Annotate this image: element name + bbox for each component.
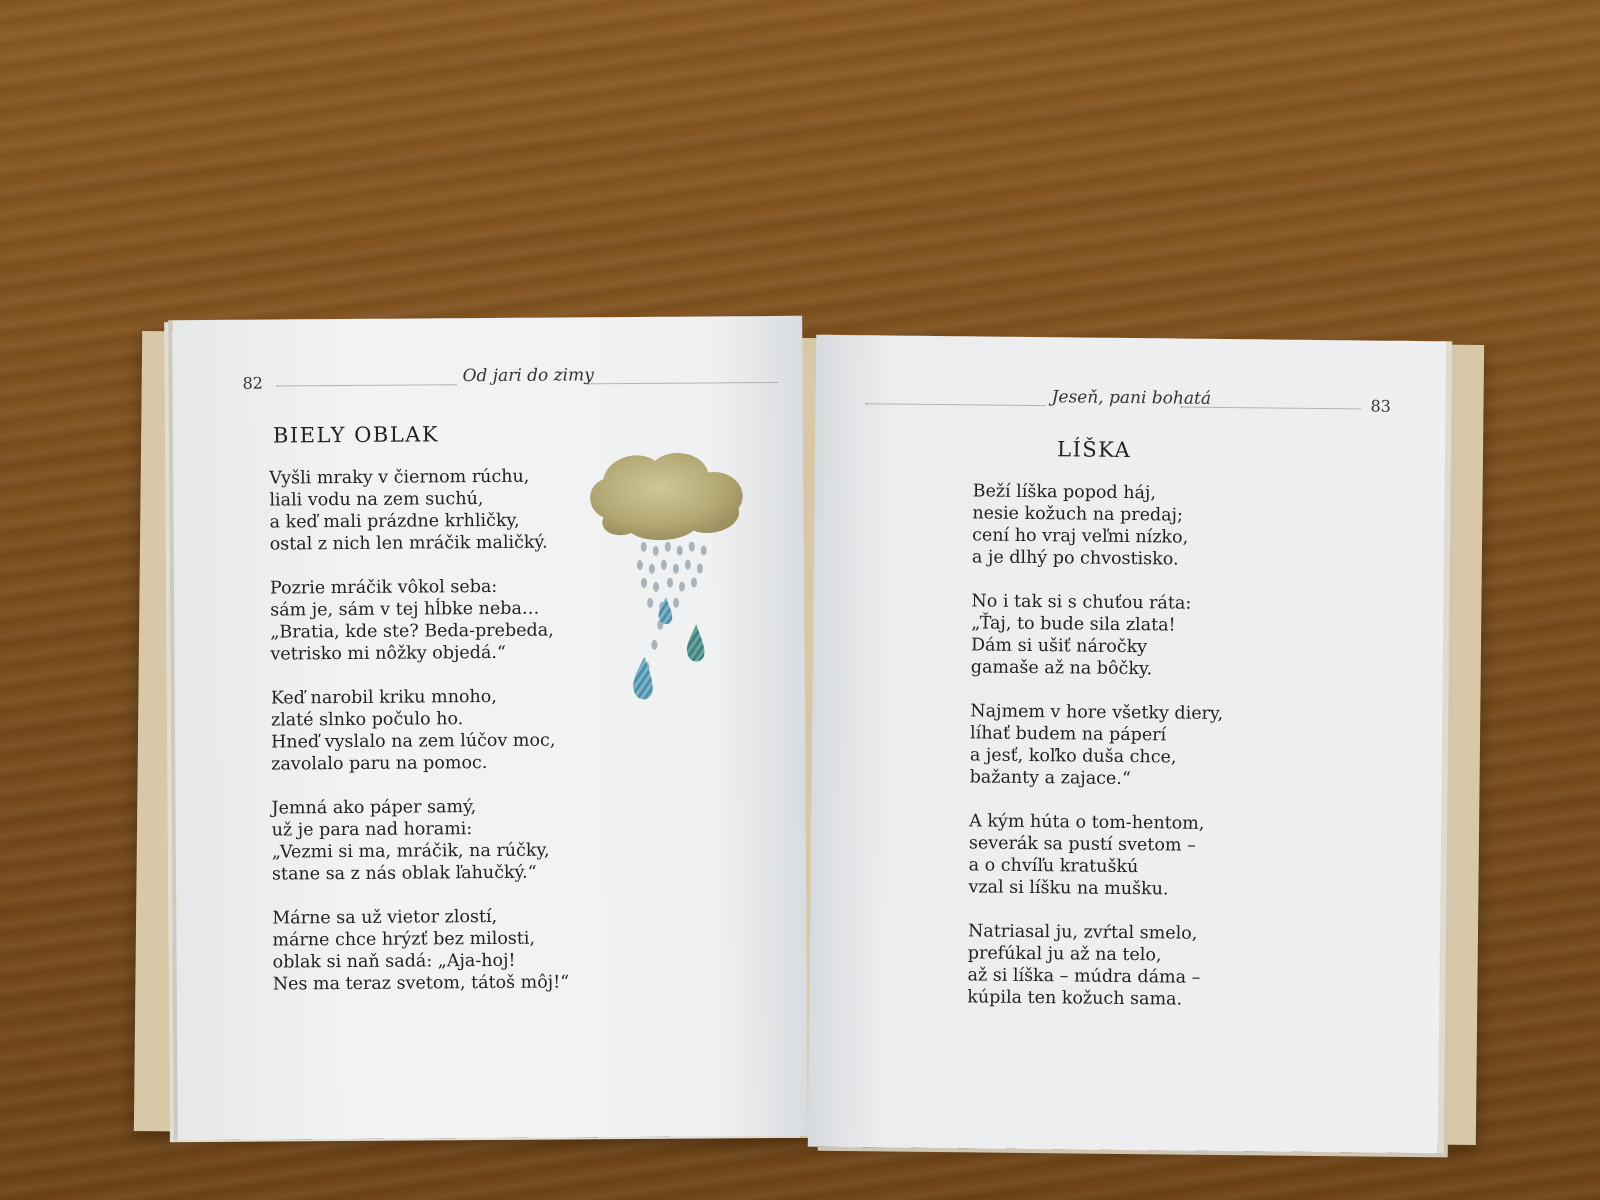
- stanza: [971, 590, 1225, 681]
- stanza: [968, 810, 1222, 901]
- stanza: [271, 795, 568, 885]
- stanza: [272, 905, 569, 995]
- left-header-rule: [277, 384, 457, 386]
- poem-line: bažanty a zajace.“: [969, 767, 1131, 790]
- stanza: [270, 575, 567, 665]
- right-poem: [967, 480, 1226, 1033]
- rain-cloud-icon: [583, 446, 755, 717]
- poem-line: No i tak si s chuťou ráta:: [971, 591, 1192, 614]
- stanza: [269, 465, 566, 555]
- poem-line: Vyšli mraky v čiernom rúchu,: [269, 466, 530, 489]
- poem-line: Jemná ako páper samý,: [271, 797, 477, 819]
- poem-line: a je dlhý po chvostisko.: [971, 547, 1179, 570]
- poem-line: nesie kožuch na predaj;: [972, 503, 1184, 526]
- right-page: [808, 335, 1446, 1154]
- left-page-number: 82: [242, 373, 264, 393]
- poem-line: gamaše až na bôčky.: [970, 657, 1153, 680]
- left-header: [242, 364, 762, 398]
- poem-line: ostal z nich len mráčik maličký.: [269, 532, 548, 555]
- poem-line: prefúkal ju až na telo,: [967, 943, 1162, 966]
- poem-line: cení ho vraj veľmi nízko,: [972, 525, 1189, 548]
- left-running-head: Od jari do zimy: [462, 365, 594, 387]
- stanza: [970, 700, 1224, 791]
- left-header-rule-2: [588, 382, 778, 384]
- poem-line: Pozrie mráčik vôkol seba:: [269, 576, 498, 599]
- poem-line: vetrisko mi nôžky objedá.“: [270, 642, 506, 665]
- poem-line: vzal si líšku na mušku.: [968, 877, 1169, 900]
- poem-line: a keď mali prázdne krhličky,: [269, 510, 520, 533]
- right-page-number: 83: [1370, 396, 1392, 416]
- poem-line: liali vodu na zem suchú,: [269, 489, 484, 511]
- poem-line: „Ťaj, to bude sila zlata!: [971, 613, 1176, 636]
- poem-line: kúpila ten kožuch sama.: [967, 987, 1183, 1010]
- poem-line: zavolalo paru na pomoc.: [271, 753, 488, 775]
- poem-line: stane sa z nás oblak ľahučký.“: [271, 862, 537, 885]
- poem-line: A kým húta o tom-hentom,: [969, 811, 1205, 834]
- poem-line: zlaté slnko počulo ho.: [270, 709, 464, 731]
- right-running-head: Jeseň, pani bohatá: [1051, 387, 1212, 409]
- poem-line: Keď narobil kriku mnoho,: [270, 686, 497, 709]
- poem-line: Nes ma teraz svetom, tátoš môj!“: [272, 972, 570, 995]
- poem-line: Najmem v hore všetky diery,: [970, 701, 1224, 725]
- left-poem: [269, 465, 569, 1017]
- poem-line: a o chvíľu kratuškú: [968, 855, 1139, 878]
- poem-line: sám je, sám v tej hĺbke neba…: [270, 598, 540, 621]
- poem-line: Dám si ušiť náročky: [970, 635, 1148, 658]
- left-page: [172, 316, 808, 1140]
- right-header: [865, 385, 1392, 420]
- stanza: [271, 685, 568, 775]
- poem-line: „Bratia, kde ste? Beda-prebeda,: [270, 620, 554, 643]
- poem-line: oblak si naň sadá: „Aja-hoj!: [272, 950, 516, 973]
- poem-line: líhať budem na páperí: [969, 723, 1167, 746]
- stanza: [967, 920, 1221, 1011]
- poem-line: Natriasal ju, zvŕtal smelo,: [967, 921, 1198, 944]
- poem-line: a jesť, koľko duša chce,: [969, 745, 1177, 768]
- poem-line: až si líška – múdra dáma –: [967, 965, 1201, 988]
- left-poem-title: BIELY OBLAK: [272, 422, 440, 448]
- poem-line: severák sa pustí svetom –: [968, 833, 1196, 856]
- poem-line: už je para nad horami:: [271, 819, 473, 841]
- poem-line: „Vezmi si ma, mráčik, na rúčky,: [271, 840, 550, 863]
- poem-line: Beží líška popod háj,: [972, 481, 1157, 504]
- right-header-rule: [866, 403, 1046, 406]
- poem-line: márne chce hrýzť bez milosti,: [272, 928, 536, 951]
- right-poem-title: LÍŠKA: [1056, 437, 1132, 463]
- poem-line: Hneď vyslalo na zem lúčov moc,: [271, 730, 556, 753]
- poem-line: Márne sa už vietor zlostí,: [272, 906, 498, 929]
- stanza: [972, 480, 1226, 571]
